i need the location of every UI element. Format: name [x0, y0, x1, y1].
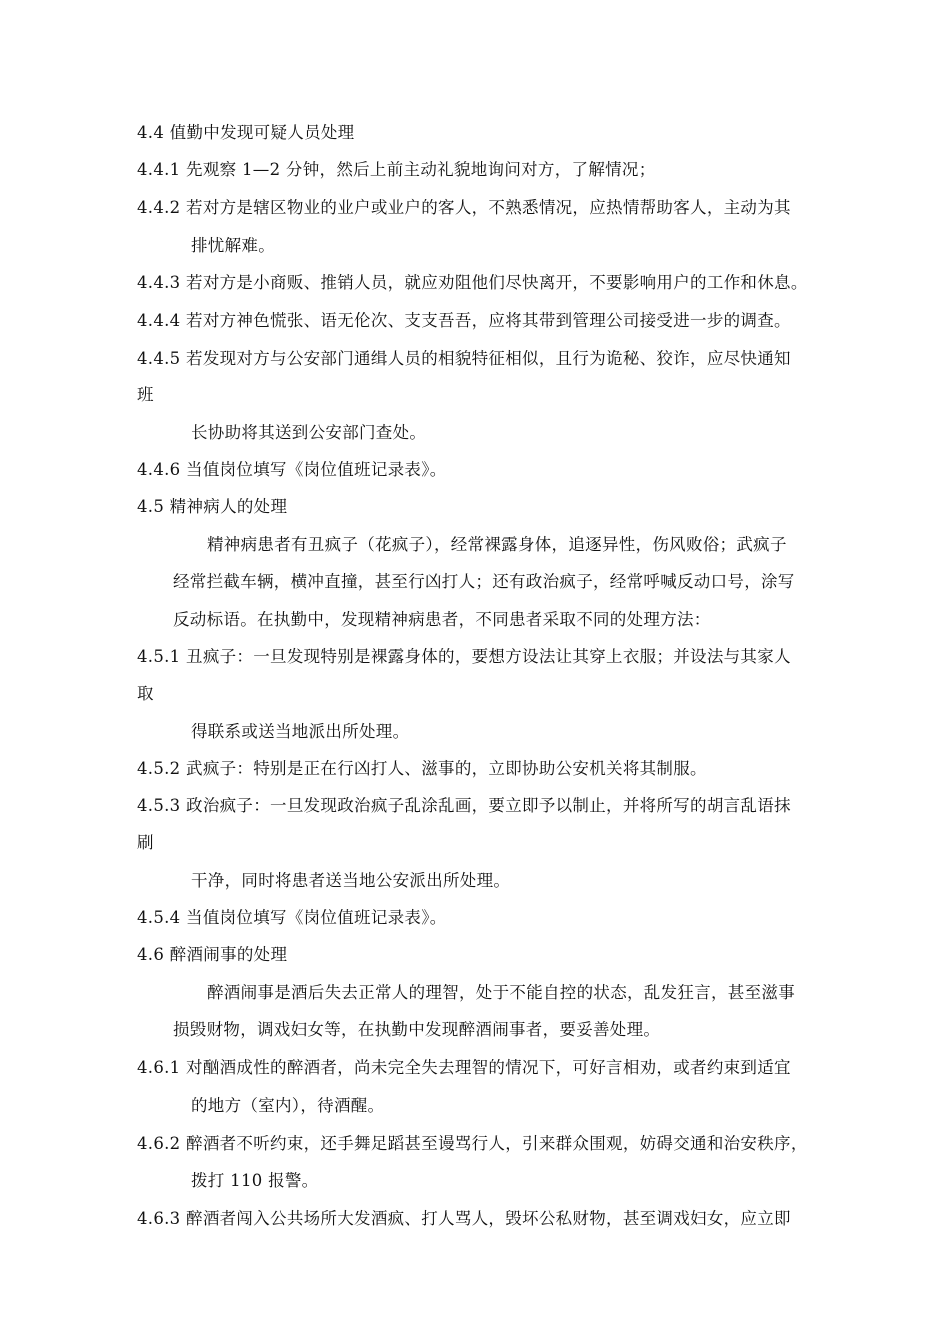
para-4-5-line-1: 精神病患者有丑疯子（花疯子），经常裸露身体，追逐异性，伤风败俗；武疯子 — [207, 535, 787, 554]
heading-4-4: 4.4 值勤中发现可疑人员处理 — [137, 123, 355, 142]
para-4-5-line-3: 反动标语。在执勤中，发现精神病患者，不同患者采取不同的处理方法： — [173, 610, 711, 629]
item-4-5-1-wrap: 取 — [137, 684, 154, 703]
item-4-6-3: 4.6.3 醉酒者闯入公共场所大发酒疯、打人骂人，毁坏公私财物，甚至调戏妇女，应立即 — [137, 1209, 791, 1228]
item-4-6-2-cont: 拨打 110 报警。 — [191, 1171, 319, 1190]
item-4-4-3: 4.4.3 若对方是小商贩、推销人员，就应劝阻他们尽快离开，不要影响用户的工作和休息。 — [137, 273, 808, 292]
item-4-4-1: 4.4.1 先观察 1—2 分钟，然后上前主动礼貌地询问对方，了解情况； — [137, 160, 656, 179]
item-4-5-3-cont: 干净，同时将患者送当地公安派出所处理。 — [191, 871, 511, 890]
item-4-5-1-cont: 得联系或送当地派出所处理。 — [191, 722, 410, 741]
heading-4-5: 4.5 精神病人的处理 — [137, 497, 288, 516]
item-4-4-2: 4.4.2 若对方是辖区物业的业户或业户的客人，不熟悉情况，应热情帮助客人，主动为其 — [137, 198, 791, 217]
item-4-5-2: 4.5.2 武疯子：特别是正在行凶打人、滋事的，立即协助公安机关将其制服。 — [137, 759, 707, 778]
item-4-4-5-wrap: 班 — [137, 385, 154, 404]
item-4-5-3: 4.5.3 政治疯子：一旦发现政治疯子乱涂乱画，要立即予以制止，并将所写的胡言乱语抹 — [137, 796, 791, 815]
para-4-6-line-1: 醉酒闹事是酒后失去正常人的理智，处于不能自控的状态，乱发狂言，甚至滋事 — [207, 983, 795, 1002]
item-4-5-1: 4.5.1 丑疯子：一旦发现特别是裸露身体的，要想方设法让其穿上衣服；并设法与其家人 — [137, 647, 791, 666]
item-4-4-2-cont: 排忧解难。 — [191, 236, 275, 255]
item-4-4-5-cont: 长协助将其送到公安部门查处。 — [191, 423, 427, 442]
heading-4-6: 4.6 醉酒闹事的处理 — [137, 945, 288, 964]
item-4-4-5: 4.4.5 若发现对方与公安部门通缉人员的相貌特征相似，且行为诡秘、狡诈，应尽快通知 — [137, 349, 791, 368]
item-4-5-3-wrap: 刷 — [137, 833, 154, 852]
item-4-6-1: 4.6.1 对酗酒成性的醉酒者，尚未完全失去理智的情况下，可好言相劝，或者约束到适宜 — [137, 1058, 791, 1077]
item-4-6-1-cont: 的地方（室内），待酒醒。 — [191, 1096, 385, 1115]
item-4-5-4: 4.5.4 当值岗位填写《岗位值班记录表》。 — [137, 908, 447, 927]
item-4-6-2: 4.6.2 醉酒者不听约束，还手舞足蹈甚至谩骂行人，引来群众围观，妨碍交通和治安秩序， — [137, 1134, 808, 1153]
para-4-6-line-2: 损毁财物，调戏妇女等，在执勤中发现醉酒闹事者，要妥善处理。 — [173, 1020, 661, 1039]
para-4-5-line-2: 经常拦截车辆，横冲直撞，甚至行凶打人；还有政治疯子，经常呼喊反动口号，涂写 — [173, 572, 795, 591]
item-4-4-6: 4.4.6 当值岗位填写《岗位值班记录表》。 — [137, 460, 447, 479]
item-4-4-4: 4.4.4 若对方神色慌张、语无伦次、支支吾吾，应将其带到管理公司接受进一步的调查。 — [137, 311, 791, 330]
